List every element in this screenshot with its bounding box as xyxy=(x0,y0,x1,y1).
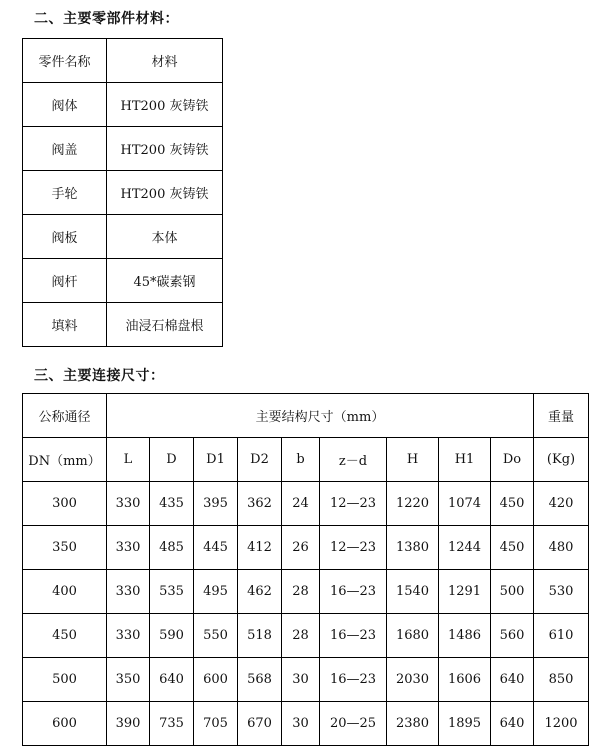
table-cell: 560 xyxy=(491,614,534,658)
material-cell: HT200 灰铸铁 xyxy=(107,171,223,215)
table-cell: 1486 xyxy=(439,614,491,658)
nominal-diameter-header: 公称通径 xyxy=(23,394,107,438)
table-row xyxy=(23,526,589,570)
table-cell: 610 xyxy=(534,614,589,658)
table-cell: 1291 xyxy=(439,570,491,614)
column-header: z－d xyxy=(320,438,387,482)
table-row xyxy=(23,303,223,347)
table-cell: 395 xyxy=(194,482,238,526)
table-cell: 16—23 xyxy=(320,570,387,614)
table-cell: 640 xyxy=(491,658,534,702)
table-row xyxy=(23,127,223,171)
column-header: H xyxy=(387,438,439,482)
part-name-cell: 阀杆 xyxy=(23,259,107,303)
part-name-cell: 阀盖 xyxy=(23,127,107,171)
table-cell: 1074 xyxy=(439,482,491,526)
table-cell: 568 xyxy=(238,658,282,702)
table-cell: 1680 xyxy=(387,614,439,658)
column-header: b xyxy=(282,438,320,482)
table-cell: 30 xyxy=(282,658,320,702)
table-cell: 640 xyxy=(491,702,534,746)
part-name-cell: 填料 xyxy=(23,303,107,347)
table-cell: 1895 xyxy=(439,702,491,746)
section-title-materials: 二、主要零部件材料： xyxy=(34,11,179,27)
table-cell: 500 xyxy=(491,570,534,614)
dimensions-table xyxy=(22,393,589,746)
table-cell: 600 xyxy=(194,658,238,702)
column-header: D2 xyxy=(238,438,282,482)
table-row xyxy=(23,482,589,526)
table-cell: 350 xyxy=(23,526,107,570)
column-header: (Kg) xyxy=(534,438,589,482)
material-cell: HT200 灰铸铁 xyxy=(107,127,223,171)
material-cell: 油浸石棉盘根 xyxy=(107,303,223,347)
table-cell: 640 xyxy=(150,658,194,702)
table-cell: 2030 xyxy=(387,658,439,702)
material-header: 材料 xyxy=(107,39,223,83)
table-cell: 705 xyxy=(194,702,238,746)
column-header: DN（mm） xyxy=(23,438,107,482)
table-cell: 850 xyxy=(534,658,589,702)
table-cell: 495 xyxy=(194,570,238,614)
table-cell: 450 xyxy=(491,526,534,570)
column-header: Do xyxy=(491,438,534,482)
table-cell: 330 xyxy=(107,526,150,570)
column-header: H1 xyxy=(439,438,491,482)
table-row xyxy=(23,570,589,614)
table-cell: 2380 xyxy=(387,702,439,746)
table-cell: 362 xyxy=(238,482,282,526)
table-cell: 1244 xyxy=(439,526,491,570)
table-cell: 16—23 xyxy=(320,614,387,658)
table-row xyxy=(23,83,223,127)
table-cell: 12—23 xyxy=(320,482,387,526)
table-cell: 1606 xyxy=(439,658,491,702)
table-row xyxy=(23,614,589,658)
dimensions-subheader-row xyxy=(23,438,589,482)
table-row xyxy=(23,215,223,259)
table-cell: 500 xyxy=(23,658,107,702)
column-header: D xyxy=(150,438,194,482)
table-cell: 518 xyxy=(238,614,282,658)
table-cell: 1220 xyxy=(387,482,439,526)
table-cell: 12—23 xyxy=(320,526,387,570)
table-cell: 30 xyxy=(282,702,320,746)
table-cell: 330 xyxy=(107,570,150,614)
table-cell: 400 xyxy=(23,570,107,614)
column-header: D1 xyxy=(194,438,238,482)
table-cell: 420 xyxy=(534,482,589,526)
table-cell: 1200 xyxy=(534,702,589,746)
weight-header: 重量 xyxy=(534,394,589,438)
table-cell: 435 xyxy=(150,482,194,526)
table-cell: 24 xyxy=(282,482,320,526)
table-cell: 26 xyxy=(282,526,320,570)
part-name-cell: 手轮 xyxy=(23,171,107,215)
materials-header-row xyxy=(23,39,223,83)
table-cell: 535 xyxy=(150,570,194,614)
table-cell: 485 xyxy=(150,526,194,570)
table-cell: 300 xyxy=(23,482,107,526)
table-cell: 462 xyxy=(238,570,282,614)
material-cell: 45*碳素钢 xyxy=(107,259,223,303)
table-row xyxy=(23,658,589,702)
table-cell: 20—25 xyxy=(320,702,387,746)
part-name-cell: 阀体 xyxy=(23,83,107,127)
table-row xyxy=(23,259,223,303)
table-cell: 670 xyxy=(238,702,282,746)
table-cell: 350 xyxy=(107,658,150,702)
material-cell: 本体 xyxy=(107,215,223,259)
table-cell: 390 xyxy=(107,702,150,746)
table-cell: 450 xyxy=(23,614,107,658)
part-name-cell: 阀板 xyxy=(23,215,107,259)
table-cell: 330 xyxy=(107,482,150,526)
dimensions-header-row xyxy=(23,394,589,438)
table-cell: 412 xyxy=(238,526,282,570)
table-cell: 16—23 xyxy=(320,658,387,702)
table-cell: 1540 xyxy=(387,570,439,614)
table-cell: 550 xyxy=(194,614,238,658)
table-cell: 450 xyxy=(491,482,534,526)
table-cell: 735 xyxy=(150,702,194,746)
section-title-dimensions: 三、主要连接尺寸： xyxy=(34,368,165,384)
part-name-header: 零件名称 xyxy=(23,39,107,83)
table-cell: 600 xyxy=(23,702,107,746)
table-cell: 28 xyxy=(282,570,320,614)
table-cell: 590 xyxy=(150,614,194,658)
material-cell: HT200 灰铸铁 xyxy=(107,83,223,127)
table-cell: 445 xyxy=(194,526,238,570)
materials-table xyxy=(22,38,223,347)
table-row xyxy=(23,171,223,215)
table-cell: 530 xyxy=(534,570,589,614)
table-row xyxy=(23,702,589,746)
column-header: L xyxy=(107,438,150,482)
table-cell: 1380 xyxy=(387,526,439,570)
table-cell: 330 xyxy=(107,614,150,658)
table-cell: 480 xyxy=(534,526,589,570)
structure-dimensions-header: 主要结构尺寸（mm） xyxy=(107,394,534,438)
table-cell: 28 xyxy=(282,614,320,658)
